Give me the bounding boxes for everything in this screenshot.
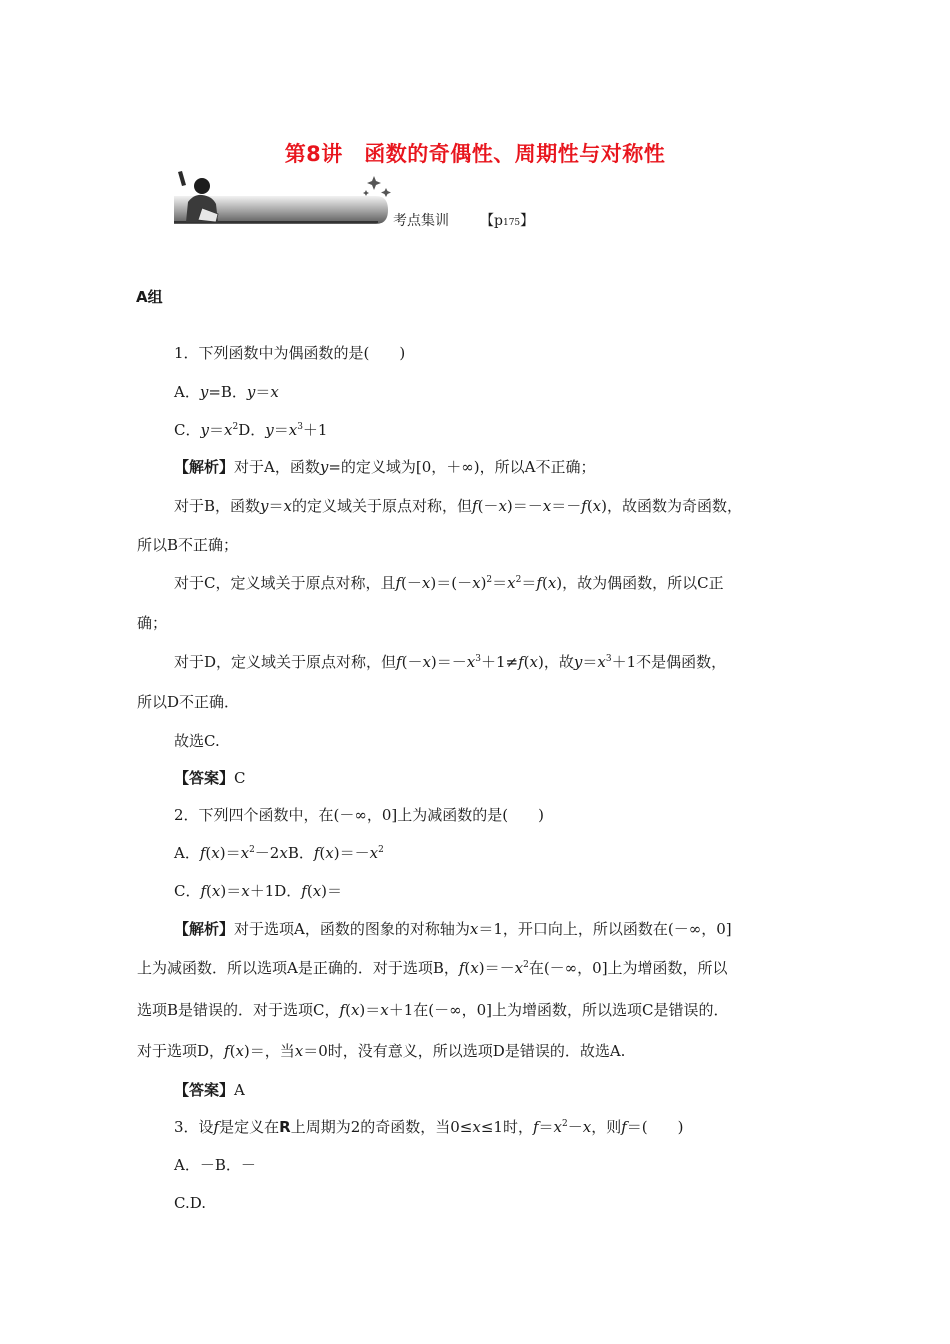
q1-analysis-7: 所以D不正确． [137,693,240,711]
group-heading: A组 [136,288,163,306]
q1-stem: 1．下列函数中为偶函数的是( ) [174,344,406,362]
q2-answer: 【答案】A [174,1081,245,1099]
q1-analysis-3: 所以B不正确； [137,536,239,554]
q1-analysis-6: 对于D，定义域关于原点对称，但$f(-x)=-x^3+1\ne f(x)$，故$y=x^3+1$不是偶函数， [174,653,727,671]
banner-label: 考点集训 [393,213,449,229]
q1-analysis-4: 对于C，定义域关于原点对称，且$f(-x)=(-x)^2=x^2=f(x)$，故为偶函数，所以C正 [174,574,724,592]
q2-options-cd: C．f(x)＝x＋1D．f(x)＝ [174,882,343,900]
q3-options-cd: C.D. [174,1194,206,1212]
q2-analysis-3: 选项B是错误的．对于选项C，f(x)＝x＋1在(－∞，0]上为增函数，所以选项C是错误的． [137,1001,729,1019]
q1-analysis-1: 【解析】对于A，函数y=的定义域为[0，＋∞)，所以A不正确； [174,458,596,476]
q1-answer: 【答案】C [174,769,246,787]
q2-stem: 2．下列四个函数中，在(－∞，0]上为减函数的是( ) [174,806,544,824]
q2-options-ab: A．$f(x)=x^2-2xB$．$f(x)=-x^2$ [174,844,384,862]
q2-analysis-1: 【解析】对于选项A，函数的图象的对称轴为x＝1，开口向上，所以函数在(－∞，0] [174,920,732,938]
q1-options-cd: C．$y=x^2D$．$y=x^3+1$ [174,421,328,439]
q1-options-ab: A．y=B．y＝x [174,383,279,401]
page-reference: 【p175】 [480,213,535,229]
q1-analysis-5: 确； [137,614,168,632]
lesson-title: 第8讲 函数的奇偶性、周期性与对称性 [284,142,666,166]
sparkle-icon [363,176,391,197]
q3-options-ab: A．－B．－ [174,1156,256,1174]
q2-analysis-4: 对于选项D，f(x)＝，当x＝0时，没有意义，所以选项D是错误的．故选A. [137,1042,626,1060]
q1-conclusion: 故选C. [174,732,220,750]
q2-analysis-2: 上为减函数．所以选项A是正确的．对于选项B，$f(x)=-x^2$在(－∞，0]上为增函数，所以 [137,959,728,977]
q3-stem: 3．设f是定义在R上周期为2的奇函数，当0≤x≤1时，$f=x^2-x$，则f＝( ) [174,1118,684,1136]
q1-analysis-2: 对于B，函数y＝x的定义域关于原点对称，但f(－x)＝－x＝－f(x)，故函数为奇函数， [174,497,742,515]
